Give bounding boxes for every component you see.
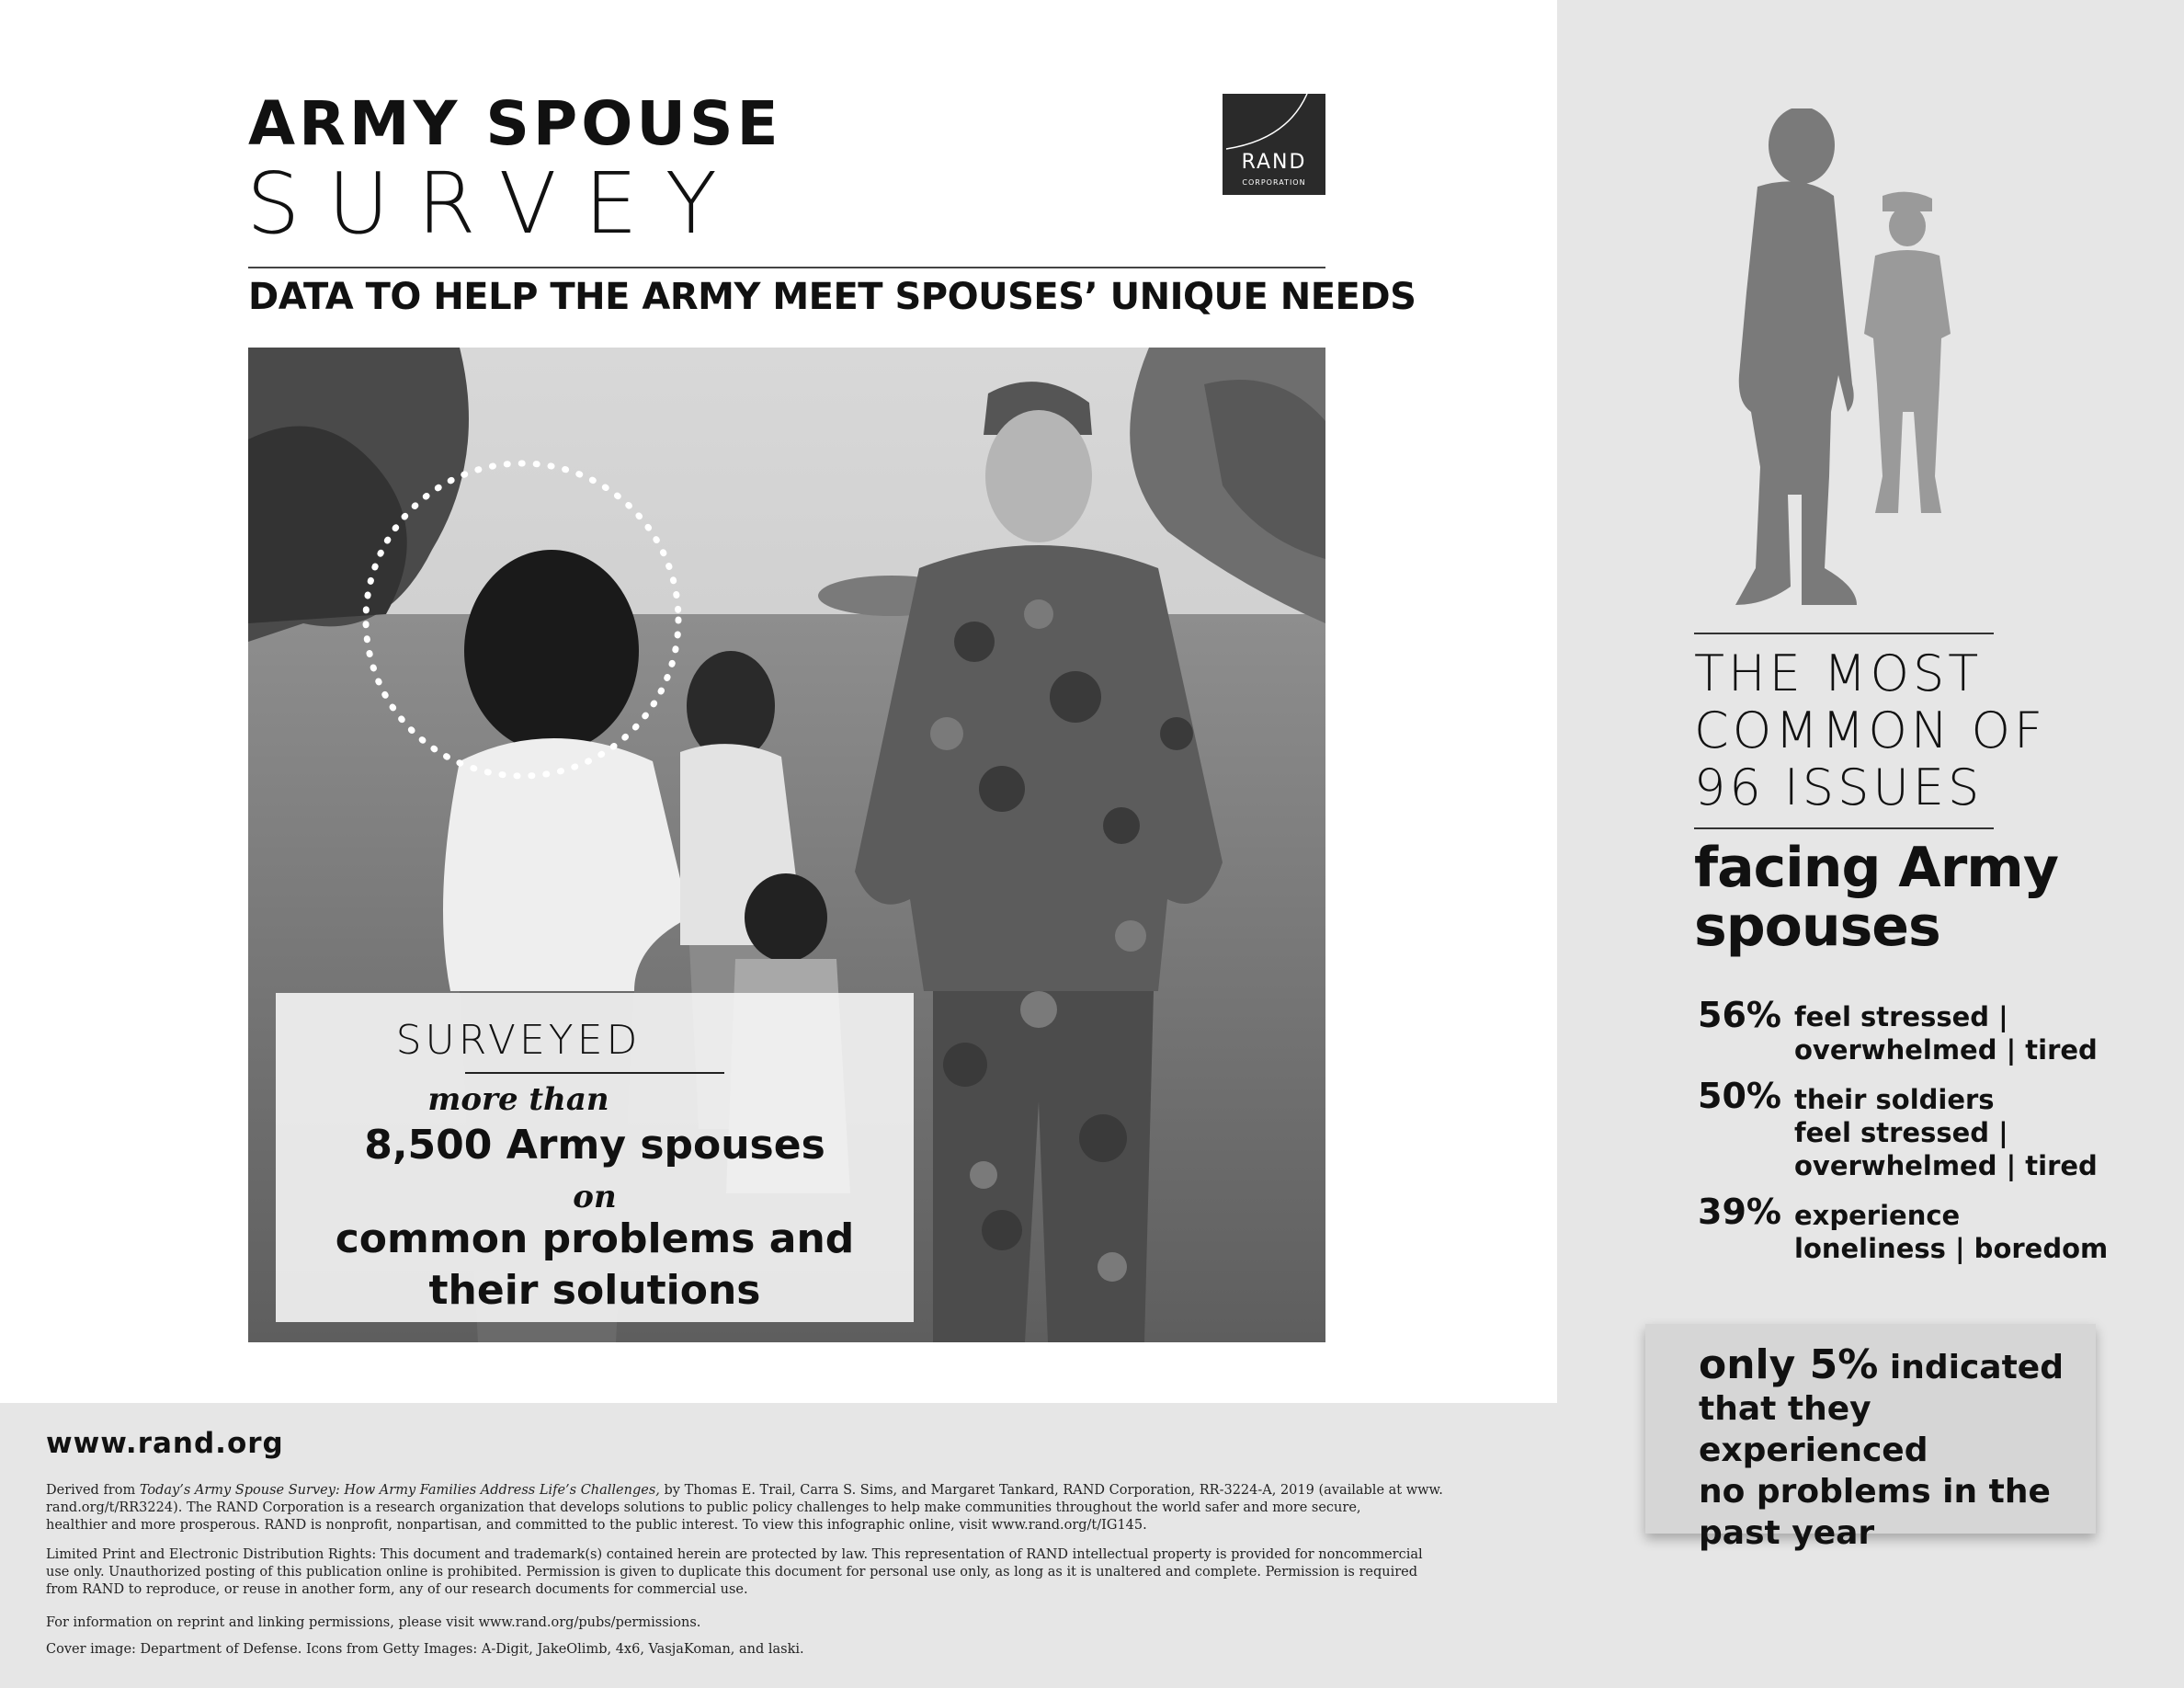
stat-line: feel stressed | [1794, 1117, 2008, 1148]
surveyed-rule [465, 1072, 724, 1074]
stat-percent: 50% [1698, 1076, 1781, 1116]
derived-pre: Derived from [46, 1483, 140, 1498]
stat-percent: 56% [1698, 995, 1781, 1035]
rights-line: use only. Unauthorized posting of this publication online is prohibited. Permission is given to duplicate this document for personal use only, as long as it is unaltered and complete. Permission is required [46, 1565, 1418, 1580]
no-problems-line: past year [1699, 1514, 1875, 1552]
rand-logo-word: RAND [1241, 151, 1307, 174]
website-link[interactable]: www.rand.org [46, 1427, 284, 1460]
title-survey: SURVEY [246, 154, 745, 253]
rand-logo [1223, 94, 1325, 195]
stat-description [1794, 1083, 2162, 1182]
silhouette-people-icon [1673, 108, 1967, 623]
no-problems-line [1699, 1341, 2094, 1388]
facing-heading-line: facing Army [1694, 836, 2058, 900]
surveyed-topic [276, 1214, 914, 1317]
issues-heading [1694, 645, 2172, 816]
rand-logo-sub: CORPORATION [1242, 178, 1306, 187]
issues-heading-line: COMMON OF [1694, 701, 2047, 759]
surveyed-qualifier: more than [427, 1081, 609, 1118]
no-problems-line: that they experienced [1699, 1390, 1928, 1469]
no-problems-callout [1645, 1324, 2096, 1552]
derived-line: rand.org/t/RR3224). The RAND Corporation is a research organization that develops solutions to public policy challenges to help make communities throughout the world safer and more secure, [46, 1500, 1361, 1515]
surveyed-label: SURVEYED [395, 1017, 642, 1064]
issues-heading-line: 96 ISSUES [1694, 758, 1984, 816]
surveyed-topic-line: their solutions [428, 1267, 761, 1314]
credits-text: Cover image: Department of Defense. Icons from Getty Images: A-Digit, JakeOlimb, 4x6, VasjaKoman, and laski. [46, 1642, 804, 1657]
rights-line: Limited Print and Electronic Distribution Rights: This document and trademark(s) contained herein are protected by law. This representation of RAND intellectual property is provided for noncommercial [46, 1547, 1423, 1562]
stat-line: overwhelmed | tired [1794, 1034, 2098, 1066]
stat-description [1794, 1000, 2162, 1066]
stat-line: feel stressed | [1794, 1001, 2008, 1032]
stat-percent: 39% [1698, 1192, 1781, 1232]
sidebar-rule-top [1694, 633, 1994, 634]
title-army-spouse: ARMY SPOUSE [248, 88, 782, 159]
derived-from-text [46, 1482, 1520, 1534]
no-problems-line: no problems in the [1699, 1473, 2051, 1511]
header-divider [248, 267, 1325, 268]
derived-line: healthier and more prosperous. RAND is nonprofit, nonpartisan, and committed to the public interest. To view this infographic online, visit www.rand.org/t/IG145. [46, 1518, 1147, 1533]
stat-description [1794, 1199, 2162, 1265]
stat-line: loneliness | boredom [1794, 1233, 2109, 1264]
rights-text [46, 1546, 1520, 1599]
surveyed-connector: on [573, 1179, 617, 1215]
surveyed-callout [276, 993, 914, 1322]
surveyed-topic-line: common problems and [335, 1215, 855, 1262]
facing-heading-line: spouses [1694, 895, 1940, 959]
stat-line: overwhelmed | tired [1794, 1150, 2098, 1181]
stat-line: experience [1794, 1200, 1961, 1231]
derived-title: Today’s Army Spouse Survey: How Army Families Address Life’s Challenges, [139, 1483, 660, 1498]
rights-line: from RAND to reproduce, or reuse in another form, any of our research documents for commercial use. [46, 1582, 748, 1597]
no-problems-emphasis: only 5% [1699, 1341, 1879, 1388]
sidebar-rule-bottom [1694, 827, 1994, 829]
derived-line [46, 1482, 1520, 1500]
stat-line: their soldiers [1794, 1084, 1995, 1115]
facing-heading [1694, 836, 2154, 959]
issues-heading-line: THE MOST [1694, 644, 1983, 702]
page-subtitle: DATA TO HELP THE ARMY MEET SPOUSES’ UNIQUE NEEDS [248, 276, 1416, 318]
no-problems-text [1699, 1341, 2094, 1554]
derived-rest: by Thomas E. Trail, Carra S. Sims, and Margaret Tankard, RAND Corporation, RR-3224-A, 2019 (available at www. [659, 1483, 1443, 1498]
permissions-text: For information on reprint and linking permissions, please visit www.rand.org/pubs/permissions. [46, 1615, 701, 1630]
no-problems-rest: indicated [1878, 1349, 2064, 1386]
surveyed-count: 8,500 Army spouses [364, 1122, 825, 1169]
